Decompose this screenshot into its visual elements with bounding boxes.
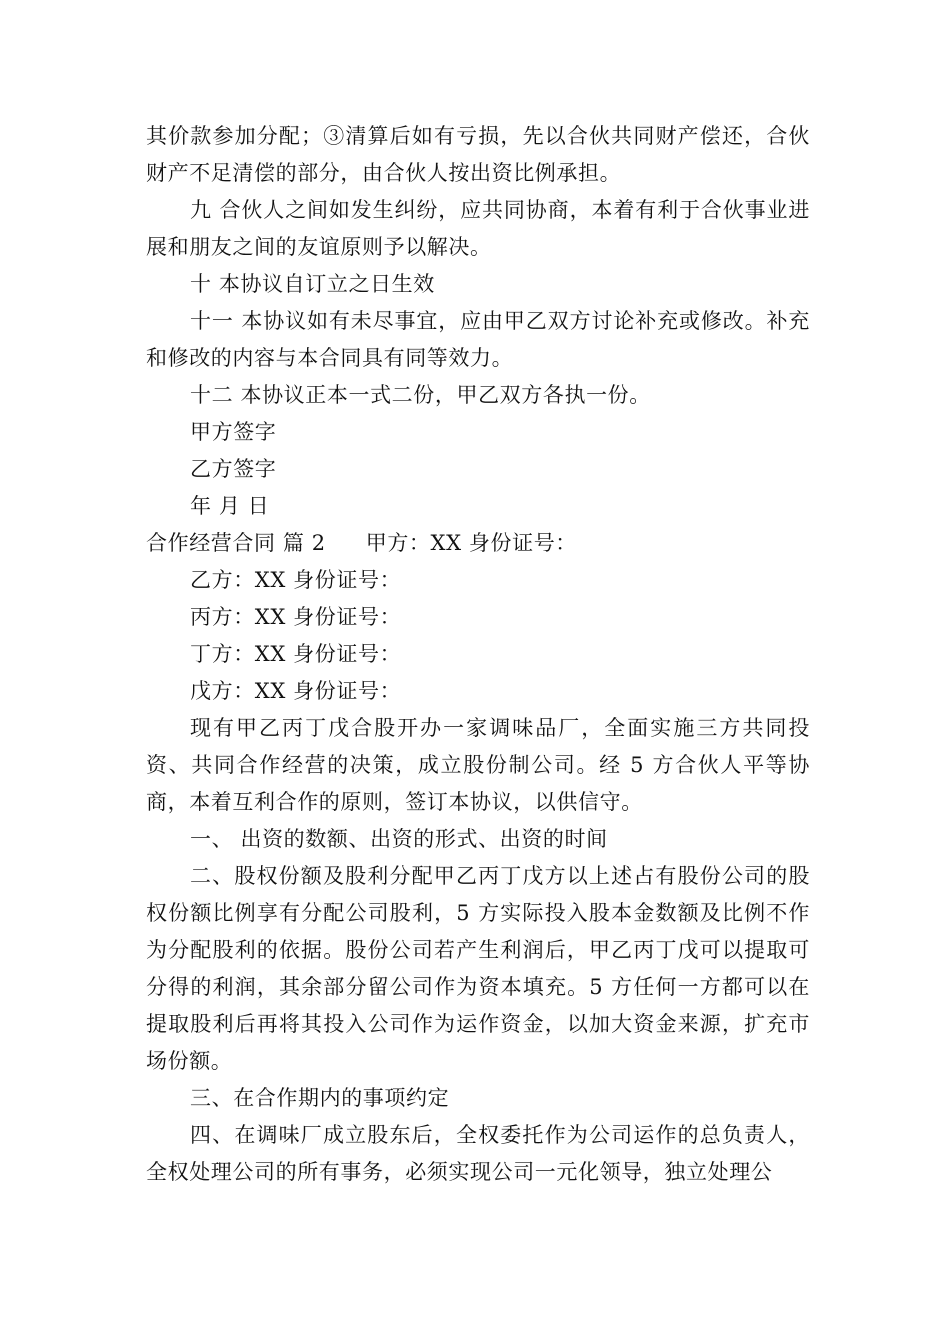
section-title: 合作经营合同 篇 2 — [146, 531, 326, 555]
paragraph-3: 十 本协议自订立之日生效 — [190, 272, 435, 296]
section-heading-line — [146, 525, 810, 562]
clause-2: 二、股权份额及股利分配甲乙丙丁戊方以上述占有股份公司的股权份额比例享有分配公司股利，5 方实际投入股本金数额及比例不作为分配股利的依据。股份公司若产生利润后，甲乙丙丁戊可以提取可分得的利润，其余部分留公司作为资本填充。5 方任何一方都可以在提取股利后再将其投入公司作为运作资金，以加大资金来源，扩充市场份额。 — [146, 864, 810, 1073]
party-c-line: 丙方：XX 身份证号： — [190, 605, 402, 629]
paragraph-2: 九 合伙人之间如发生纠纷，应共同协商，本着有利于合伙事业进展和朋友之间的友谊原则予以解决。 — [146, 198, 810, 259]
preamble-paragraph: 现有甲乙丙丁戊合股开办一家调味品厂，全面实施三方共同投资、共同合作经营的决策，成立股份制公司。经 5 方合伙人平等协商，本着互利合作的原则，签订本协议，以供信守。 — [146, 716, 810, 814]
party-a-line: 甲方：XX 身份证号： — [365, 531, 577, 555]
signature-party-a: 甲方签字 — [190, 420, 277, 444]
paragraph-5: 十二 本协议正本一式二份，甲乙双方各执一份。 — [190, 383, 651, 407]
paragraph-4: 十一 本协议如有未尽事宜，应由甲乙双方讨论补充或修改。补充和修改的内容与本合同具有同等效力。 — [146, 309, 810, 370]
date-line: 年 月 日 — [190, 494, 270, 518]
document-body — [146, 118, 810, 1191]
signature-party-b: 乙方签字 — [190, 457, 277, 481]
paragraph-1: 其价款参加分配；③清算后如有亏损，先以合伙共同财产偿还，合伙财产不足清偿的部分，由合伙人按出资比例承担。 — [146, 124, 810, 185]
clause-3: 三、在合作期内的事项约定 — [190, 1086, 450, 1110]
party-e-line: 戊方：XX 身份证号： — [190, 679, 402, 703]
clause-1: 一、 出资的数额、出资的形式、出资的时间 — [190, 827, 608, 851]
party-d-line: 丁方：XX 身份证号： — [190, 642, 402, 666]
party-b-line: 乙方：XX 身份证号： — [190, 568, 402, 592]
clause-4: 四、在调味厂成立股东后，全权委托作为公司运作的总负责人，全权处理公司的所有事务，必须实现公司一元化领导，独立处理公 — [146, 1123, 810, 1184]
